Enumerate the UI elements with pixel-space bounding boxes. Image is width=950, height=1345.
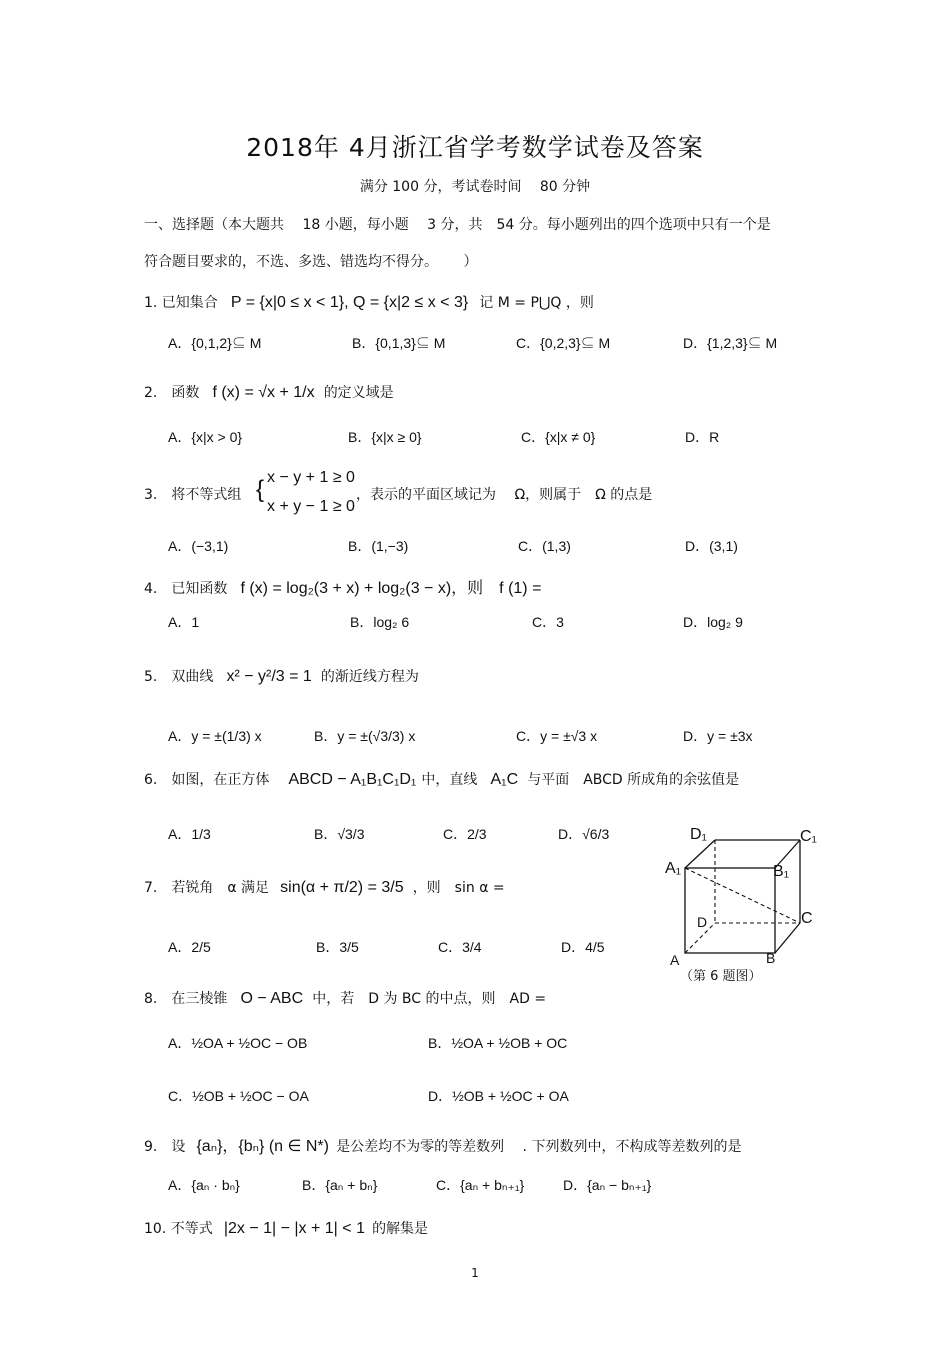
question-stem-suffix: 记 M = P⋃Q ，则 [479, 295, 594, 311]
cube-front-face [685, 868, 775, 953]
label-c1: C₁ [800, 828, 817, 845]
question-8-stem [144, 988, 546, 1008]
label-d: D [697, 914, 708, 930]
question-math: O − ABC [240, 990, 304, 1007]
question-7-option-a: A．2/5 [168, 939, 211, 955]
section-instructions-line1: 一、选择题（本大题共 18 小题，每小题 3 分，共 54 分。每小题列出的四个选项中只有一个是 [144, 217, 771, 233]
question-4-stem [144, 575, 541, 598]
question-5-stem [144, 666, 419, 686]
question-6-stem [144, 769, 739, 789]
question-4-option-d: D．log₂ 9 [683, 614, 743, 630]
question-stem-prefix: 4. 已知函数 [144, 581, 228, 597]
question-3-option-a: A．(−3,1) [168, 538, 229, 554]
question-1-option-a: A．{0,1,2}⊆ M [168, 335, 262, 351]
question-2-option-a: A．{x|x > 0} [168, 429, 243, 445]
question-6-option-a: A．1/3 [168, 826, 211, 842]
question-5-option-b: B．y = ±(√3/3) x [314, 728, 416, 744]
question-1-option-b: B．{0,1,3}⊆ M [352, 335, 446, 351]
question-5-option-a: A．y = ±(1/3) x [168, 728, 262, 744]
question-4-option-a: A．1 [168, 614, 200, 630]
question-5-option-c: C．y = ±√3 x [516, 728, 598, 744]
question-2-option-d: D．R [685, 429, 720, 445]
question-2-option-c: C．{x|x ≠ 0} [521, 429, 596, 445]
question-stem-suffix: 的渐近线方程为 [320, 669, 419, 685]
question-3-suffix: ，表示的平面区域记为 Ω，则属于 Ω 的点是 [356, 487, 653, 503]
question-stem-prefix: 2. 函数 [144, 385, 200, 401]
question-stem-prefix: 8. 在三棱锥 [144, 991, 228, 1007]
question-stem-suffix: 是公差均不为零的等差数列 . 下列数列中，不构成等差数列的是 [336, 1139, 742, 1155]
question-6-option-b: B．√3/3 [314, 826, 365, 842]
label-b: B [766, 950, 776, 966]
question-9-option-a: A．{aₙ · bₙ} [168, 1177, 240, 1193]
exam-info: 满分 100 分，考试卷时间 80 分钟 [359, 179, 591, 195]
section-instructions-line2: 符合题目要求的，不选、多选、错选均不得分。 ） [144, 254, 478, 270]
question-math: sin(α + π/2) = 3/5 [280, 879, 404, 896]
question-7-stem [144, 877, 505, 897]
question-math: ABCD − A₁B₁C₁D₁ [288, 771, 417, 788]
question-7-option-c: C．3/4 [438, 939, 482, 955]
question-stem-suffix: 与平面 ABCD 所成角的余弦值是 [527, 772, 740, 788]
question-math: x² − y²/3 = 1 [226, 668, 312, 685]
question-3-option-b: B．(1,−3) [348, 538, 409, 554]
question-9-option-b: B．{aₙ + bₙ} [302, 1177, 378, 1193]
question-8-option-a: A．½OA + ½OC − OB [168, 1035, 308, 1051]
question-1-stem [144, 292, 594, 312]
question-3-ineq-1: x − y + 1 ≥ 0 [267, 469, 355, 486]
question-10-stem [144, 1218, 428, 1238]
question-3-option-d: D．(3,1) [685, 538, 738, 554]
question-9-option-d: D．{aₙ − bₙ₊₁} [563, 1177, 652, 1193]
question-7-option-b: B．3/5 [316, 939, 359, 955]
question-stem-suffix: 的解集是 [372, 1221, 429, 1237]
label-a1: A₁ [665, 860, 682, 877]
cube-edge-bc [775, 923, 800, 953]
question-stem-prefix: 7. 若锐角 α 满足 [144, 880, 270, 896]
question-stem-prefix: 1. 已知集合 [144, 295, 218, 311]
question-math: f (x) = log₂(3 + x) + log₂(3 − x)，则 f (1) = [240, 580, 542, 597]
question-3-prefix: 3. 将不等式组 [144, 487, 242, 503]
label-a: A [670, 952, 680, 968]
question-stem-prefix: 5. 双曲线 [144, 669, 214, 685]
question-7-option-d: D．4/5 [561, 939, 605, 955]
question-1-option-c: C．{0,2,3}⊆ M [516, 335, 611, 351]
question-math: f (x) = √x + 1/x [212, 384, 315, 401]
question-math: |2x − 1| − |x + 1| < 1 [223, 1220, 365, 1237]
question-6-option-c: C．2/3 [443, 826, 487, 842]
page-title: 2018年 4月浙江省学考数学试卷及答案 [246, 133, 704, 162]
label-b1: B₁ [773, 863, 790, 880]
question-8-option-b: B．½OA + ½OB + OC [428, 1035, 568, 1051]
question-2-stem [144, 382, 394, 402]
question-9-stem [144, 1133, 741, 1156]
question-9-option-c: C．{aₙ + bₙ₊₁} [436, 1177, 525, 1193]
question-8-option-c: C．½OB + ½OC − OA [168, 1088, 309, 1104]
question-2-option-b: B．{x|x ≥ 0} [348, 429, 422, 445]
question-stem-suffix: ，则 sin α = [412, 880, 505, 896]
label-c: C [801, 910, 813, 927]
cube-edge-a1d1 [685, 840, 715, 868]
question-5-option-d: D．y = ±3x [683, 728, 753, 744]
question-stem-suffix: 的定义域是 [323, 385, 394, 401]
label-d1: D₁ [690, 826, 707, 843]
question-8-option-d: D．½OB + ½OC + OA [428, 1088, 569, 1104]
question-1-option-d: D．{1,2,3}⊆ M [683, 335, 778, 351]
question-stem-prefix: 9. 设 [144, 1139, 186, 1155]
question-4-option-c: C．3 [532, 614, 564, 630]
question-6-option-d: D．√6/3 [558, 826, 610, 842]
question-3-ineq-2: x + y − 1 ≥ 0 [267, 498, 355, 515]
question-math-2: A₁C [490, 771, 519, 788]
page-number: 1 [471, 1266, 479, 1280]
question-stem-suffix: 中，若 D 为 BC 的中点，则 AD = [312, 991, 547, 1007]
question-3-option-c: C．(1,3) [518, 538, 571, 554]
question-stem-prefix: 6. 如图，在正方体 [144, 772, 270, 788]
question-math: {aₙ}，{bₙ} (n ∈ N*) [196, 1138, 329, 1155]
question-stem-mid: 中，直线 [421, 772, 478, 788]
figure-caption: （第 6 题图） [680, 969, 762, 984]
question-4-option-b: B．log₂ 6 [350, 614, 410, 630]
system-brace: { [256, 476, 265, 503]
question-math: P = {x|0 ≤ x < 1}, Q = {x|2 ≤ x < 3} [230, 294, 469, 311]
question-stem-prefix: 10. 不等式 [144, 1221, 213, 1237]
